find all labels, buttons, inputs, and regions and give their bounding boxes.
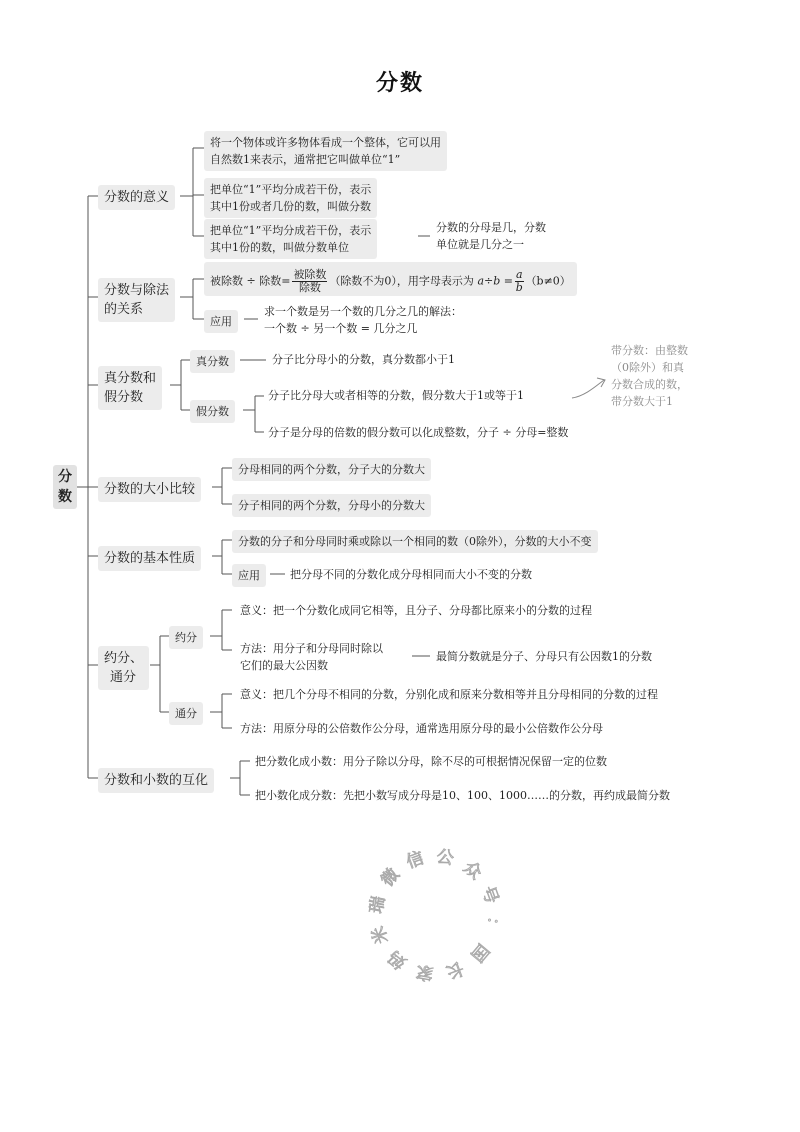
improper-fraction-label: 假分数	[196, 405, 229, 418]
branch-meaning-label: 分数的意义	[104, 190, 170, 205]
proper-fraction-text: 分子比分母小的分数，真分数都小于1	[272, 353, 455, 366]
watermark-char: 长	[443, 957, 467, 982]
division-application-line1: 求一个数是另一个数的几分之几的解法：	[264, 305, 462, 318]
mixed-note-line3: 分数合成的数，	[611, 378, 688, 391]
branch-compare-label: 分数的大小比较	[104, 482, 196, 497]
watermark-char: 众	[459, 857, 486, 884]
reduce-note: 最简分数就是分子、分母只有公因数1的分数	[436, 650, 652, 663]
improper-fraction-tag	[190, 400, 235, 423]
branch-division-label-line2: 的关系	[104, 302, 144, 317]
branch-meaning	[98, 185, 175, 210]
compare-item2-text: 分子相同的两个分数，分母小的分数大	[238, 499, 425, 512]
branch-decimal-label: 分数和小数的互化	[104, 773, 209, 788]
branch-proper-label-line2: 假分数	[104, 390, 144, 405]
compare-item2	[232, 494, 431, 517]
reduce-tag	[169, 626, 203, 649]
formula-letter-b: b	[515, 281, 523, 294]
division-application-text	[264, 303, 462, 337]
reduce-meaning: 意义：把一个分数化成同它相等，且分子、分母都比原来小的分数的过程	[240, 604, 592, 617]
formula-expression: a÷b =	[477, 274, 513, 288]
proper-fraction-tag	[190, 350, 235, 373]
common-method: 方法：用原分母的公倍数作公分母，通常选用原分母的最小公倍数作公分母	[240, 722, 603, 735]
watermark-char: 微	[377, 864, 404, 891]
meaning-item1-line2: 自然数1来表示，通常把它叫做单位“1”	[210, 153, 401, 166]
branch-property-label: 分数的基本性质	[104, 551, 196, 566]
meaning-item2-line1: 把单位“1”平均分成若干份，表示	[210, 183, 372, 196]
common-meaning: 意义：把几个分母不相同的分数，分别化成和原来分数相等并且分母相同的分数的过程	[240, 688, 658, 701]
division-application-tag	[204, 310, 238, 333]
common-denominator-tag	[169, 702, 203, 725]
watermark-char: 家	[414, 960, 436, 984]
watermark-char: 瑞	[366, 894, 390, 916]
common-denominator-label: 通分	[175, 707, 197, 720]
branch-division	[98, 278, 175, 322]
branch-proper-improper	[98, 366, 162, 410]
improper-fraction-text1: 分子比分母大或者相等的分数，假分数大于1或等于1	[268, 389, 524, 402]
reduce-method-line2: 它们的最大公因数	[240, 659, 328, 672]
branch-reduce-common	[98, 646, 149, 690]
meaning-definition-fraction	[204, 178, 377, 218]
property-application-label: 应用	[238, 569, 260, 582]
property-application-tag	[232, 564, 266, 587]
meaning-note-line1: 分数的分母是几，分数	[436, 221, 546, 234]
compare-item1	[232, 458, 431, 481]
meaning-note	[436, 219, 546, 253]
formula-condition: （除数不为0），用字母表示为	[329, 274, 474, 288]
decimal-item1: 把分数化成小数：用分子除以分母，除不尽的可根据情况保留一定的位数	[255, 755, 607, 768]
meaning-definition-fraction-unit	[204, 219, 377, 259]
branch-reduce-label-line1: 约分、	[104, 651, 144, 666]
property-item1-text: 分数的分子和分母同时乘或除以一个相同的数（0除外），分数的大小不变	[238, 535, 592, 548]
compare-item1-text: 分母相同的两个分数，分子大的分数大	[238, 463, 425, 476]
watermark-char: 公	[434, 846, 456, 870]
meaning-item3-line1: 把单位“1”平均分成若干份，表示	[210, 224, 372, 237]
formula-lhs: 被除数 ÷ 除数=	[210, 274, 291, 288]
decimal-item2: 把小数化成分数：先把小数写成分母是10、100、1000……的分数，再约成最简分数	[255, 789, 670, 802]
meaning-item2-line2: 其中1份或者几份的数，叫做分数	[210, 200, 371, 213]
branch-proper-label-line1: 真分数和	[104, 371, 157, 386]
meaning-item3-line2: 其中1份的数，叫做分数单位	[210, 241, 349, 254]
division-application-line2: 一个数 ÷ 另一个数 = 几分之几	[264, 322, 418, 335]
watermark-char: 米	[368, 923, 393, 947]
root-label: 分数	[58, 469, 72, 505]
branch-division-label-line1: 分数与除法	[104, 283, 170, 298]
watermark-char: 信	[403, 848, 427, 873]
formula-letter-a: a	[515, 268, 523, 281]
formula-fraction	[292, 269, 327, 294]
meaning-note-line2: 单位就是几分之一	[436, 238, 524, 251]
watermark-stamp	[355, 835, 515, 995]
division-application-label: 应用	[210, 315, 232, 328]
branch-property	[98, 546, 201, 571]
watermark-char: 国	[466, 939, 493, 966]
proper-fraction-label: 真分数	[196, 355, 229, 368]
formula-condition2: （b≠0）	[525, 274, 571, 288]
division-formula	[204, 262, 577, 296]
formula-numerator: 被除数	[293, 268, 327, 281]
branch-reduce-label-line2: 通分	[110, 670, 137, 685]
reduce-method-line1: 方法：用分子和分母同时除以	[240, 642, 383, 655]
property-item1	[232, 530, 598, 553]
watermark-char: ：	[480, 914, 504, 936]
page-title: 分数	[375, 71, 424, 96]
watermark-char: 妈	[384, 946, 411, 973]
mixed-note-line1: 带分数：由整数	[611, 344, 688, 357]
reduce-method	[240, 640, 383, 674]
mixed-note-line2: （0除外）和真	[611, 361, 684, 374]
mixed-note-line4: 带分数大于1	[611, 395, 673, 408]
property-application-text: 把分母不同的分数化成分母相同而大小不变的分数	[290, 568, 532, 581]
mixed-number-note	[611, 342, 688, 410]
meaning-item1-line1: 将一个物体或许多物体看成一个整体，它可以用	[210, 136, 441, 149]
formula-denominator: 除数	[298, 281, 321, 294]
meaning-definition-unit	[204, 131, 447, 171]
reduce-label: 约分	[175, 631, 197, 644]
watermark-char: 号	[477, 883, 502, 907]
branch-compare	[98, 477, 201, 502]
branch-decimal	[98, 768, 214, 793]
improper-fraction-text2: 分子是分母的倍数的假分数可以化成整数，分子 ÷ 分母=整数	[268, 426, 569, 439]
root-node	[53, 465, 77, 509]
formula-letter-fraction	[515, 269, 524, 294]
